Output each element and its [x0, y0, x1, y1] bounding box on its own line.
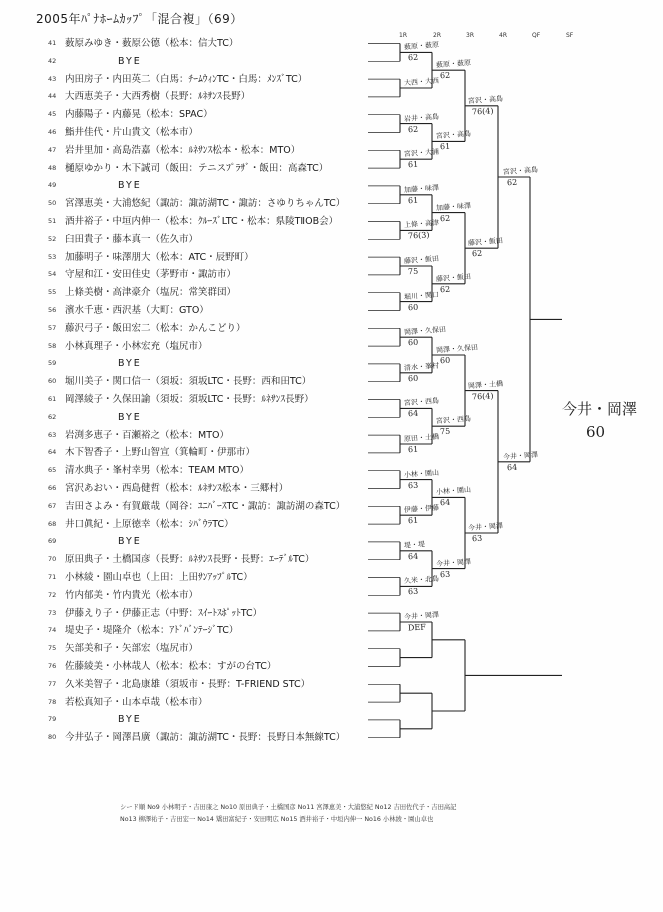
entry-pair: 薮原みゆき・薮原公德（松本：信大TC）	[65, 38, 239, 49]
result-names: 岡澤・久保田	[435, 343, 479, 355]
page-title: 2005年ﾊﾟﾅﾎｰﾑｶｯﾌﾟ「混合複」（69）	[36, 12, 243, 26]
result-score: 76(4)	[471, 391, 494, 402]
result-score: 60	[407, 337, 419, 348]
entry-number: 41	[48, 39, 57, 47]
entry-number: 75	[48, 644, 57, 653]
result-score: 62	[439, 284, 451, 295]
entry-number: 74	[48, 626, 57, 635]
result-score: 62	[407, 53, 419, 63]
result-names: 堀川・関口	[403, 290, 440, 301]
entry-number: 57	[48, 323, 57, 332]
result-names: 加藤・味澤	[435, 201, 472, 212]
result-names: 藤沢・飯田	[435, 272, 472, 284]
result-score: 62	[407, 124, 419, 134]
entry-pair: 小林綾・園山卓也（上田：上田ｻﾝｱｯﾌﾟﾙTC）	[65, 572, 253, 583]
champion-score: 60	[586, 423, 606, 441]
entry-pair: 上條美樹・高津豪介（塩尻：常笑群団）	[65, 287, 237, 299]
entry-pair: 内田房子・内田英二（白馬：ﾁｰﾑｳｨﾝTC・白馬：ﾒﾝｽﾞTC）	[65, 73, 308, 85]
result-score: 61	[407, 159, 419, 170]
result-names: 宮沢・大浦	[403, 147, 440, 159]
result-score: 63	[407, 480, 419, 490]
bye-label: BYE	[118, 55, 142, 67]
result-names: 加藤・味澤	[403, 183, 440, 195]
result-names: 宮沢・西島	[435, 414, 472, 426]
result-names: 上條・高津	[403, 219, 440, 230]
entry-pair: 加藤明子・味澤朋大（松本：ATC・辰野町）	[65, 251, 254, 263]
entry-number: 77	[48, 679, 57, 688]
entry-number: 66	[48, 484, 57, 492]
result-score: 62	[439, 213, 451, 223]
entry-number: 49	[48, 181, 57, 190]
round-label: 3R	[466, 32, 474, 39]
bye-label: BYE	[118, 536, 142, 548]
entry-pair: 守屋和江・安田佳史（茅野市・諏訪市）	[65, 269, 237, 281]
result-names: 大西・大西	[403, 76, 440, 88]
result-names: 今井・岡澤	[502, 450, 539, 462]
result-names: 久米・北島	[403, 575, 440, 586]
entry-number: 68	[48, 519, 57, 528]
entry-pair: 若松真知子・山本卓哉（松本市）	[65, 696, 208, 708]
result-score: 62	[439, 70, 451, 81]
entry-number: 63	[48, 430, 57, 439]
round-label: 4R	[499, 32, 507, 39]
entry-number: 45	[48, 110, 57, 119]
entry-pair: 小林真理子・小林宏充（塩尻市）	[65, 340, 208, 352]
entry-pair: 大西恵美子・大西秀樹（長野：ﾙﾈｻﾝｽ長野）	[65, 91, 251, 103]
result-score: 61	[439, 142, 451, 152]
entry-pair: 井口眞紀・上原徳幸（松本：ｼﾊﾞｳﾗTC）	[65, 518, 234, 530]
result-names: 薮原・薮原	[403, 41, 440, 52]
entry-number: 67	[48, 501, 57, 510]
entry-number: 53	[48, 252, 57, 261]
bye-label: BYE	[118, 411, 142, 423]
entry-pair: 清水典子・峯村幸男（松本：TEAM MTO）	[65, 465, 249, 477]
result-names: 小林・園山	[435, 486, 472, 497]
result-names: 薮原・薮原	[435, 58, 472, 70]
entry-pair: 伊藤えり子・伊藤正志（中野：ｽｲｰﾄｽﾎﾟｯﾄTC）	[65, 607, 263, 619]
result-names: 今井・岡澤	[435, 557, 472, 568]
entry-pair: 内藤陽子・内藤晃（松本：SPAC）	[65, 109, 213, 121]
round-label: 2R	[433, 32, 441, 39]
result-score: 63	[407, 587, 419, 597]
result-names: 岩井・高島	[403, 112, 440, 123]
entry-number: 46	[48, 128, 57, 136]
entry-number: 59	[48, 359, 57, 368]
entry-number: 60	[48, 377, 57, 386]
entry-number: 64	[48, 448, 57, 457]
result-names: 今井・岡澤	[403, 610, 440, 622]
entry-number: 48	[48, 163, 57, 172]
entry-pair: 矢部美和子・矢部宏（塩尻市）	[65, 643, 199, 655]
entry-pair: 竹内郁美・竹内貴光（松本市）	[65, 589, 199, 601]
result-names: 原田・土橋	[403, 432, 440, 444]
entry-number: 72	[48, 590, 57, 599]
result-score: 75	[439, 426, 451, 437]
result-names: 宮沢・西島	[403, 397, 440, 408]
result-score: DEF	[407, 622, 427, 633]
result-names: 岡澤・久保田	[403, 325, 447, 337]
result-names: 岡澤・土橋	[467, 379, 504, 390]
result-score: 60	[439, 355, 451, 366]
entry-number: 65	[48, 466, 57, 475]
result-score: 61	[407, 444, 419, 455]
result-names: 堤・堤	[403, 540, 426, 550]
entry-pair: 岩井里加・高島浩嘉（松本：ﾙﾈｻﾝｽ松本・松本：MTO）	[65, 144, 301, 156]
champion-name: 今井・岡澤	[562, 400, 638, 418]
entry-number: 55	[48, 288, 57, 297]
entry-pair: 藤沢弓子・飯田宏二（松本：かんこどり）	[65, 322, 246, 334]
round-label: 1R	[399, 32, 407, 39]
result-names: 藤沢・飯田	[403, 254, 440, 266]
entry-number: 76	[48, 662, 57, 670]
bye-label: BYE	[118, 180, 142, 192]
entry-number: 50	[48, 199, 57, 208]
result-names: 宮沢・高島	[467, 94, 504, 106]
entry-number: 78	[48, 697, 57, 706]
entry-pair: 木下智香子・上野山智宣（箕輪町・伊那市）	[65, 447, 256, 459]
entry-number: 44	[48, 92, 57, 101]
entry-number: 54	[48, 270, 57, 279]
entry-number: 47	[48, 145, 57, 154]
entry-pair: 久米美智子・北島康雄（須坂市・長野：T-FRIEND STC）	[65, 678, 311, 690]
result-names: 伊藤・伊藤	[403, 503, 440, 515]
seed-line: シード順 No9 小林明子・吉田康之 No10 原田典子・土橋国彦 No11 宮澤恵美・大浦悠紀 No12 吉田佐代子・吉田高記	[120, 804, 457, 811]
result-score: 76(3)	[407, 230, 430, 241]
entry-pair: 濱水千恵・西沢基（大町：GTO）	[65, 305, 209, 316]
round-label: QF	[532, 32, 541, 39]
entry-number: 52	[48, 234, 57, 243]
entry-pair: 佐藤綾美・小林哉人（松本：松本：すがの台TC）	[65, 661, 277, 672]
result-names: 清水・峯村	[403, 361, 440, 373]
entry-pair: 堀川美子・関口信一（須坂：須坂LTC・長野：西和田TC）	[65, 376, 312, 388]
entry-number: 61	[48, 395, 57, 403]
entry-number: 69	[48, 537, 57, 546]
entry-pair: 今井弘子・岡澤昌廣（諏訪：諏訪湖TC・長野：長野日本無線TC）	[65, 732, 346, 744]
entry-pair: 宮澤恵美・大浦悠紀（諏訪：諏訪湖TC・諏訪：さゆりちゃんTC）	[65, 198, 346, 210]
result-names: 今井・岡澤	[467, 521, 504, 533]
entry-number: 73	[48, 608, 57, 617]
result-score: 64	[439, 498, 451, 508]
entry-number: 70	[48, 555, 57, 564]
result-score: 62	[506, 177, 518, 188]
result-score: 62	[471, 248, 483, 259]
bye-label: BYE	[118, 714, 142, 726]
entry-pair: 岡澤綾子・久保田諭（須坂：須坂LTC・長野：ﾙﾈｻﾝｽ長野）	[65, 394, 314, 405]
result-score: 64	[506, 462, 518, 473]
seed-footer	[120, 802, 456, 826]
entry-number: 71	[48, 573, 57, 581]
bye-label: BYE	[118, 358, 142, 370]
result-names: 小林・園山	[403, 468, 440, 479]
entry-pair: 吉田さよみ・有賀厳哉（岡谷：ﾕﾆﾊﾞｰｽTC・諏訪：諏訪湖の森TC）	[65, 500, 346, 512]
result-score: 64	[407, 409, 419, 419]
entry-pair: 原田典子・土橋国彦（長野：ﾙﾈｻﾝｽ長野・長野：ｴｰﾃﾞﾙTC）	[65, 554, 315, 566]
round-label: SF	[566, 32, 574, 39]
result-names: 宮沢・高島	[502, 165, 539, 177]
entry-number: 42	[48, 56, 57, 65]
entry-number: 51	[48, 217, 57, 225]
entry-pair: 宮沢あおい・西島健哲（松本：ﾙﾈｻﾝｽ松本・三郷村）	[65, 483, 289, 494]
result-names: 藤沢・飯田	[467, 236, 504, 248]
result-score: 64	[407, 551, 419, 562]
result-score: 75	[407, 266, 419, 277]
result-score: 60	[407, 373, 419, 384]
entry-pair: 岩渕多恵子・百瀬裕之（松本：MTO）	[65, 429, 229, 441]
entry-number: 79	[48, 715, 57, 724]
entry-pair: 樋原ゆかり・木下誠司（飯田：テニスﾌﾟﾗｻﾞ・飯田：高森TC）	[65, 162, 329, 174]
result-score: 61	[407, 515, 419, 526]
result-score: 63	[471, 533, 483, 544]
entry-number: 58	[48, 341, 57, 350]
result-score: 60	[407, 302, 419, 312]
entry-number: 80	[48, 733, 57, 742]
entry-pair: 酒井裕子・中垣内伸一（松本：ｸﾙｰｽﾞLTC・松本：県陵TⅡOB会）	[65, 216, 339, 227]
entry-pair: 堤史子・堤隆介（松本：ｱﾄﾞﾊﾞﾝﾃｰｼﾞTC）	[65, 625, 239, 637]
entry-number: 43	[48, 74, 57, 83]
result-score: 76(4)	[471, 106, 494, 117]
result-names: 宮沢・高島	[435, 130, 472, 141]
entry-pair: 臼田貴子・藤本真一（佐久市）	[65, 233, 199, 245]
entry-number: 56	[48, 306, 57, 314]
entry-pair: 鮨井佳代・片山貴文（松本市）	[65, 127, 199, 138]
seed-line: No13 柳澤祐子・吉田宏一 No14 矯田富紀子・安田明広 No15 酒井裕子・中垣内伸一 No16 小林綾・園山卓也	[120, 816, 434, 823]
result-score: 63	[439, 569, 451, 579]
entry-number: 62	[48, 412, 57, 421]
result-score: 61	[407, 195, 419, 206]
